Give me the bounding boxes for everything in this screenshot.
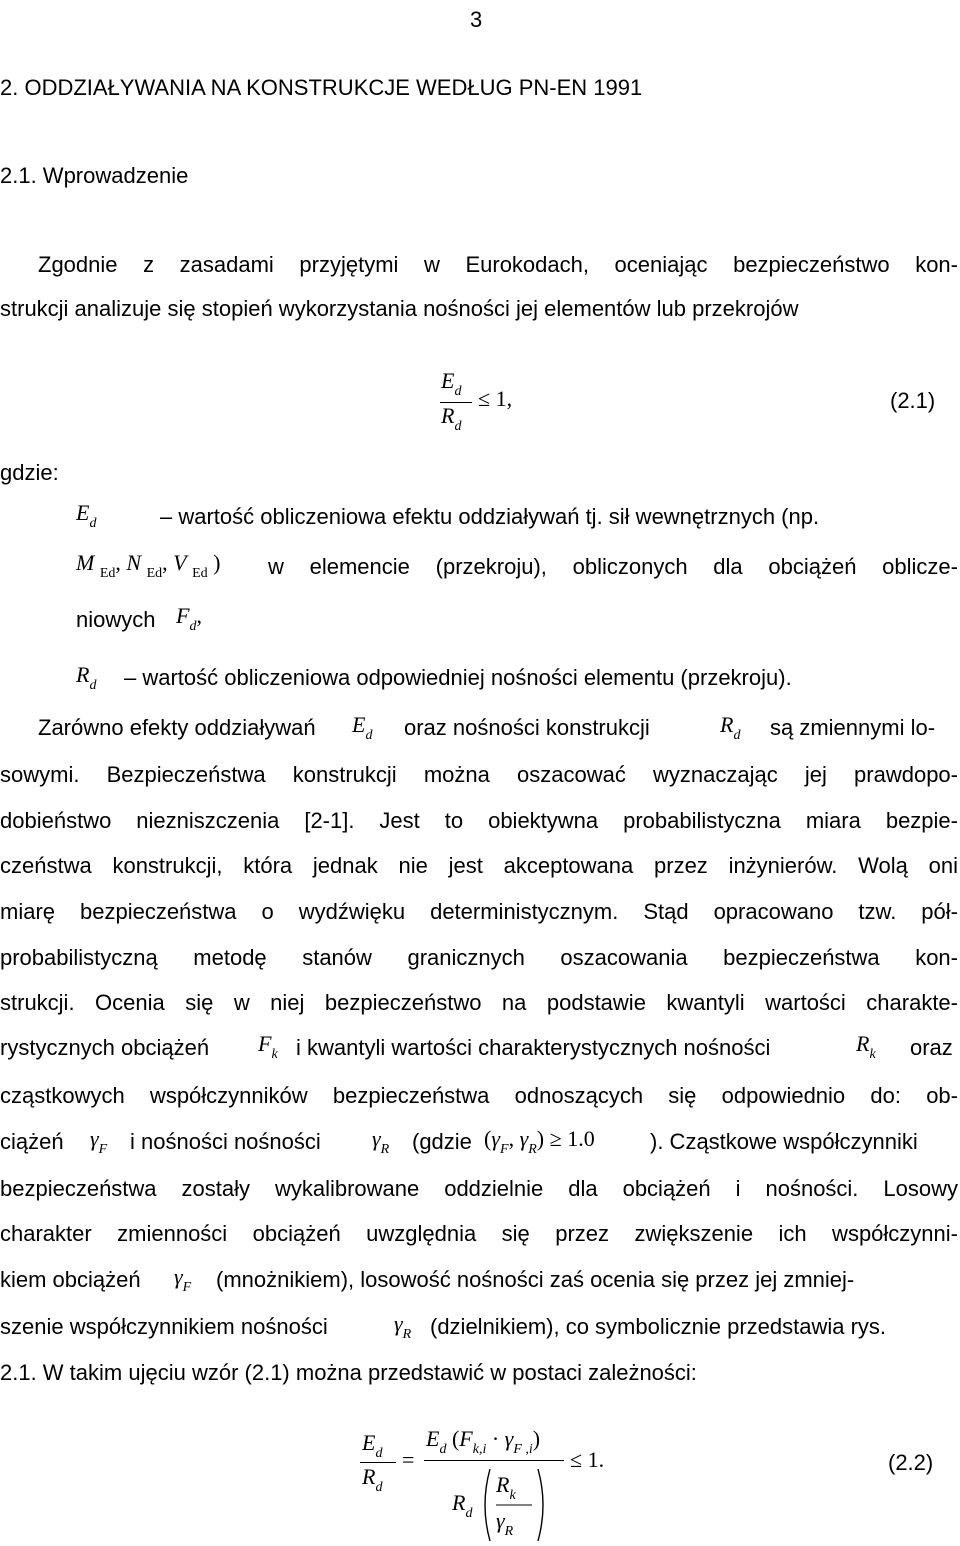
body-line-3: dobieństwo niezniszczenia [2-1]. Jest to obiektywna probabilistyczna miara bezpie-: [0, 808, 958, 833]
eq2-label: (2.2): [888, 1450, 934, 1475]
def-rd-symbol: $R_d$: [76, 662, 97, 693]
intro-line-2: strukcji analizuje się stopień wykorzystania nośności jej elementów lub przekrojów: [0, 296, 799, 321]
def-rd-text: – wartość obliczeniowa odpowiedniej nośności elementu (przekroju).: [124, 665, 792, 690]
eq2-lhs-numerator: $E_d$: [362, 1430, 383, 1461]
body-line-12: charakter zmienności obciążeń uwzględnia się przez zwiększenie ich współczynni-: [0, 1221, 958, 1246]
body-fk-symbol: $F_k$: [258, 1031, 278, 1062]
def-ed-text-1: – wartość obliczeniowa efektu oddziaływań tj. sił wewnętrznych (np.: [160, 504, 820, 529]
body-rk-symbol: $R_k$: [856, 1031, 876, 1062]
eq2-relation: ≤ 1.: [570, 1447, 605, 1472]
eq2-rhs-numerator: $E_d$ $(F_{k,i} \cdot \gamma_{F ,i})$: [426, 1426, 541, 1457]
eq1-label: (2.1): [890, 388, 936, 413]
body-line-14b: (dzielnikiem), co symbolicznie przedstawia rys.: [430, 1314, 887, 1339]
where-label: gdzie:: [0, 460, 59, 485]
eq2-inner-denominator: $\gamma_R$: [496, 1508, 514, 1539]
body-ed-symbol: $E_d$: [352, 712, 373, 743]
eq2-inner-numerator: $R_k$: [496, 1472, 516, 1503]
body-line-15: 2.1. W takim ujęciu wzór (2.1) można przedstawić w postaci zależności:: [0, 1360, 697, 1385]
body-line-2: sowymi. Bezpieczeństwa konstrukcji można oszacować wyznaczając jej prawdopo-: [0, 762, 958, 787]
body-gamma-r-2: $\gamma_R$: [394, 1311, 412, 1342]
page-number: 3: [470, 7, 483, 32]
eq1-denominator: $R_d$: [441, 403, 462, 434]
eq2-lhs-fraction-line: [360, 1462, 396, 1463]
eq2-lhs-denominator: $R_d$: [362, 1464, 383, 1495]
body-gamma-r: $\gamma_R$: [372, 1126, 390, 1157]
body-line-6: probabilistyczną metodę stanów granicznych oszacowania bezpieczeństwa kon-: [0, 945, 958, 970]
body-line-1a: Zarówno efekty oddziaływań: [38, 715, 316, 740]
body-gamma-expr: ($\gamma_F$, $\gamma_R) \ge 1.0$: [484, 1126, 595, 1157]
body-gamma-f-2: $\gamma_F$: [174, 1264, 192, 1295]
chapter-heading: 2. ODDZIAŁYWANIA NA KONSTRUKCJE WEDŁUG PN-EN 1991: [0, 75, 643, 100]
def-fd-symbol: $F_d$,: [176, 603, 202, 634]
def-ed-text-2: w elemencie (przekroju), obliczonych dla obciążeń oblicze-: [268, 554, 958, 579]
body-line-10d: ). Cząstkowe współczynniki: [650, 1129, 918, 1154]
eq2-rhs-den-r: $R_d$: [452, 1490, 473, 1521]
body-line-4: czeństwa konstrukcji, która jednak nie jest akceptowana przez inżynierów. Wolą oni: [0, 853, 958, 878]
body-line-1c: są zmiennymi lo-: [770, 715, 936, 740]
body-line-8c: oraz: [910, 1035, 953, 1060]
body-gamma-f: $\gamma_F$: [90, 1126, 108, 1157]
body-line-1b: oraz nośności konstrukcji: [404, 715, 650, 740]
body-line-7: strukcji. Ocenia się w niej bezpieczeństwo na podstawie kwantyli wartości charakte-: [0, 990, 958, 1015]
def-forces-symbols: M $_{Ed}$, N $_{Ed}$, V $_{Ed}$ ): [76, 550, 221, 581]
body-line-10b: i nośności nośności: [130, 1129, 321, 1154]
body-line-14a: szenie współczynnikiem nośności: [0, 1314, 328, 1339]
eq1-relation: ≤ 1,: [478, 386, 513, 411]
eq1-numerator: $E_d$: [441, 368, 462, 399]
eq2-equals: =: [402, 1447, 415, 1472]
body-line-8a: rystycznych obciążeń: [0, 1035, 210, 1060]
body-line-13a: kiem obciążeń: [0, 1267, 141, 1292]
body-line-10c: (gdzie: [412, 1129, 472, 1154]
body-line-10a: ciążeń: [0, 1129, 64, 1154]
section-heading: 2.1. Wprowadzenie: [0, 163, 189, 188]
body-rd-symbol: $R_d$: [720, 712, 741, 743]
eq2-rhs-fraction-line: [424, 1460, 564, 1461]
intro-line-1: Zgodnie z zasadami przyjętymi w Eurokodach, oceniając bezpieczeństwo kon-: [38, 252, 958, 277]
body-line-5: miarę bezpieczeństwa o wydźwięku deterministycznym. Stąd opracowano tzw. pół-: [0, 899, 958, 924]
body-line-9: cząstkowych współczynników bezpieczeństwa odnoszących się odpowiednio do: ob-: [0, 1083, 958, 1108]
def-ed-text-3: niowych: [76, 607, 156, 632]
body-line-13b: (mnożnikiem), losowość nośności zaś ocenia się przez jej zmniej-: [216, 1267, 855, 1292]
body-line-11: bezpieczeństwa zostały wykalibrowane oddzielnie dla obciążeń i nośności. Losowy: [0, 1176, 958, 1201]
def-ed-symbol: $E_d$: [76, 500, 97, 531]
body-line-8b: i kwantyli wartości charakterystycznych nośności: [296, 1035, 771, 1060]
